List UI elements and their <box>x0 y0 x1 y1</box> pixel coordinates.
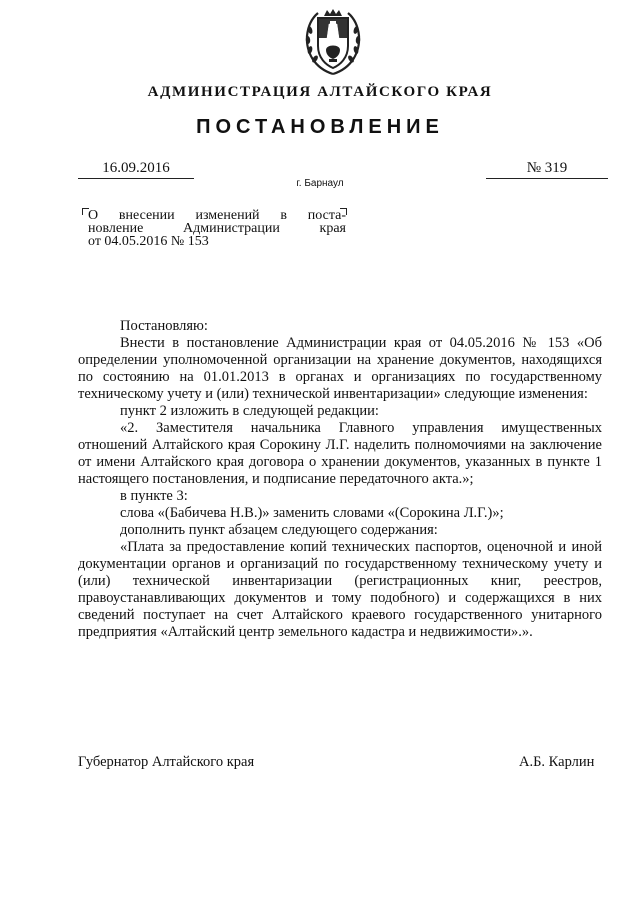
document-type: ПОСТАНОВЛЕНИЕ <box>196 116 444 138</box>
body-paragraph-7: «Плата за предоставление копий технических паспортов, оценочной и иной документации органов и организаций по государственному техническому учету и (или) технической инвентаризации (регистрационных книг, реестров, правоустанавливающих документов и тому подобного) и содержащихся в них сведений поступает на счет Алтайского краевого государственного унитарного предприятия «Алтайский центр земельного кадастра и недвижимости».». <box>78 539 602 640</box>
document-subject <box>88 209 346 248</box>
document-date: 16.09.2016 <box>102 160 170 176</box>
signatory-position: Губернатор Алтайского края <box>78 754 255 770</box>
organization-title: АДМИНИСТРАЦИЯ АЛТАЙСКОГО КРАЯ <box>147 84 493 100</box>
body-paragraph-3: «2. Заместителя начальника Главного управления имущественных отношений Алтайского края Сорокину Л.Г. наделить полномочиями на заключение от имени Алтайского края договора о хранении документов, указанных в пункте 1 настоящего постановления, и подписание передаточного акта.»; <box>78 420 602 487</box>
signatory-name: А.Б. Карлин <box>519 754 595 770</box>
subject-line-2: новление Администрации края <box>88 221 346 236</box>
body-paragraph-4: в пункте 3: <box>120 488 188 504</box>
resolution-phrase: Постановляю: <box>120 318 208 334</box>
coat-of-arms-icon <box>302 8 364 76</box>
document-body <box>78 318 602 641</box>
subject-line-3: от 04.05.2016 № 153 <box>88 234 209 249</box>
body-paragraph-5: слова «(Бабичева Н.В.)» заменить словами «(Сорокина Л.Г.)»; <box>120 505 504 521</box>
document-number: № 319 <box>526 160 568 176</box>
body-paragraph-1: Внести в постановление Администрации края от 04.05.2016 № 153 «Об определении уполномоченной организации на хранение документов, находящихся по состоянию на 01.01.2013 в органах и организациях по государственному техническому учету и (или) технической инвентаризации» следующие изменения: <box>78 335 602 402</box>
subject-line-1: О внесении изменений в поста- <box>88 208 346 223</box>
body-paragraph-2: пункт 2 изложить в следующей редакции: <box>120 403 379 419</box>
body-paragraph-6: дополнить пункт абзацем следующего содержания: <box>120 522 438 538</box>
document-city: г. Барнаул <box>296 178 344 189</box>
